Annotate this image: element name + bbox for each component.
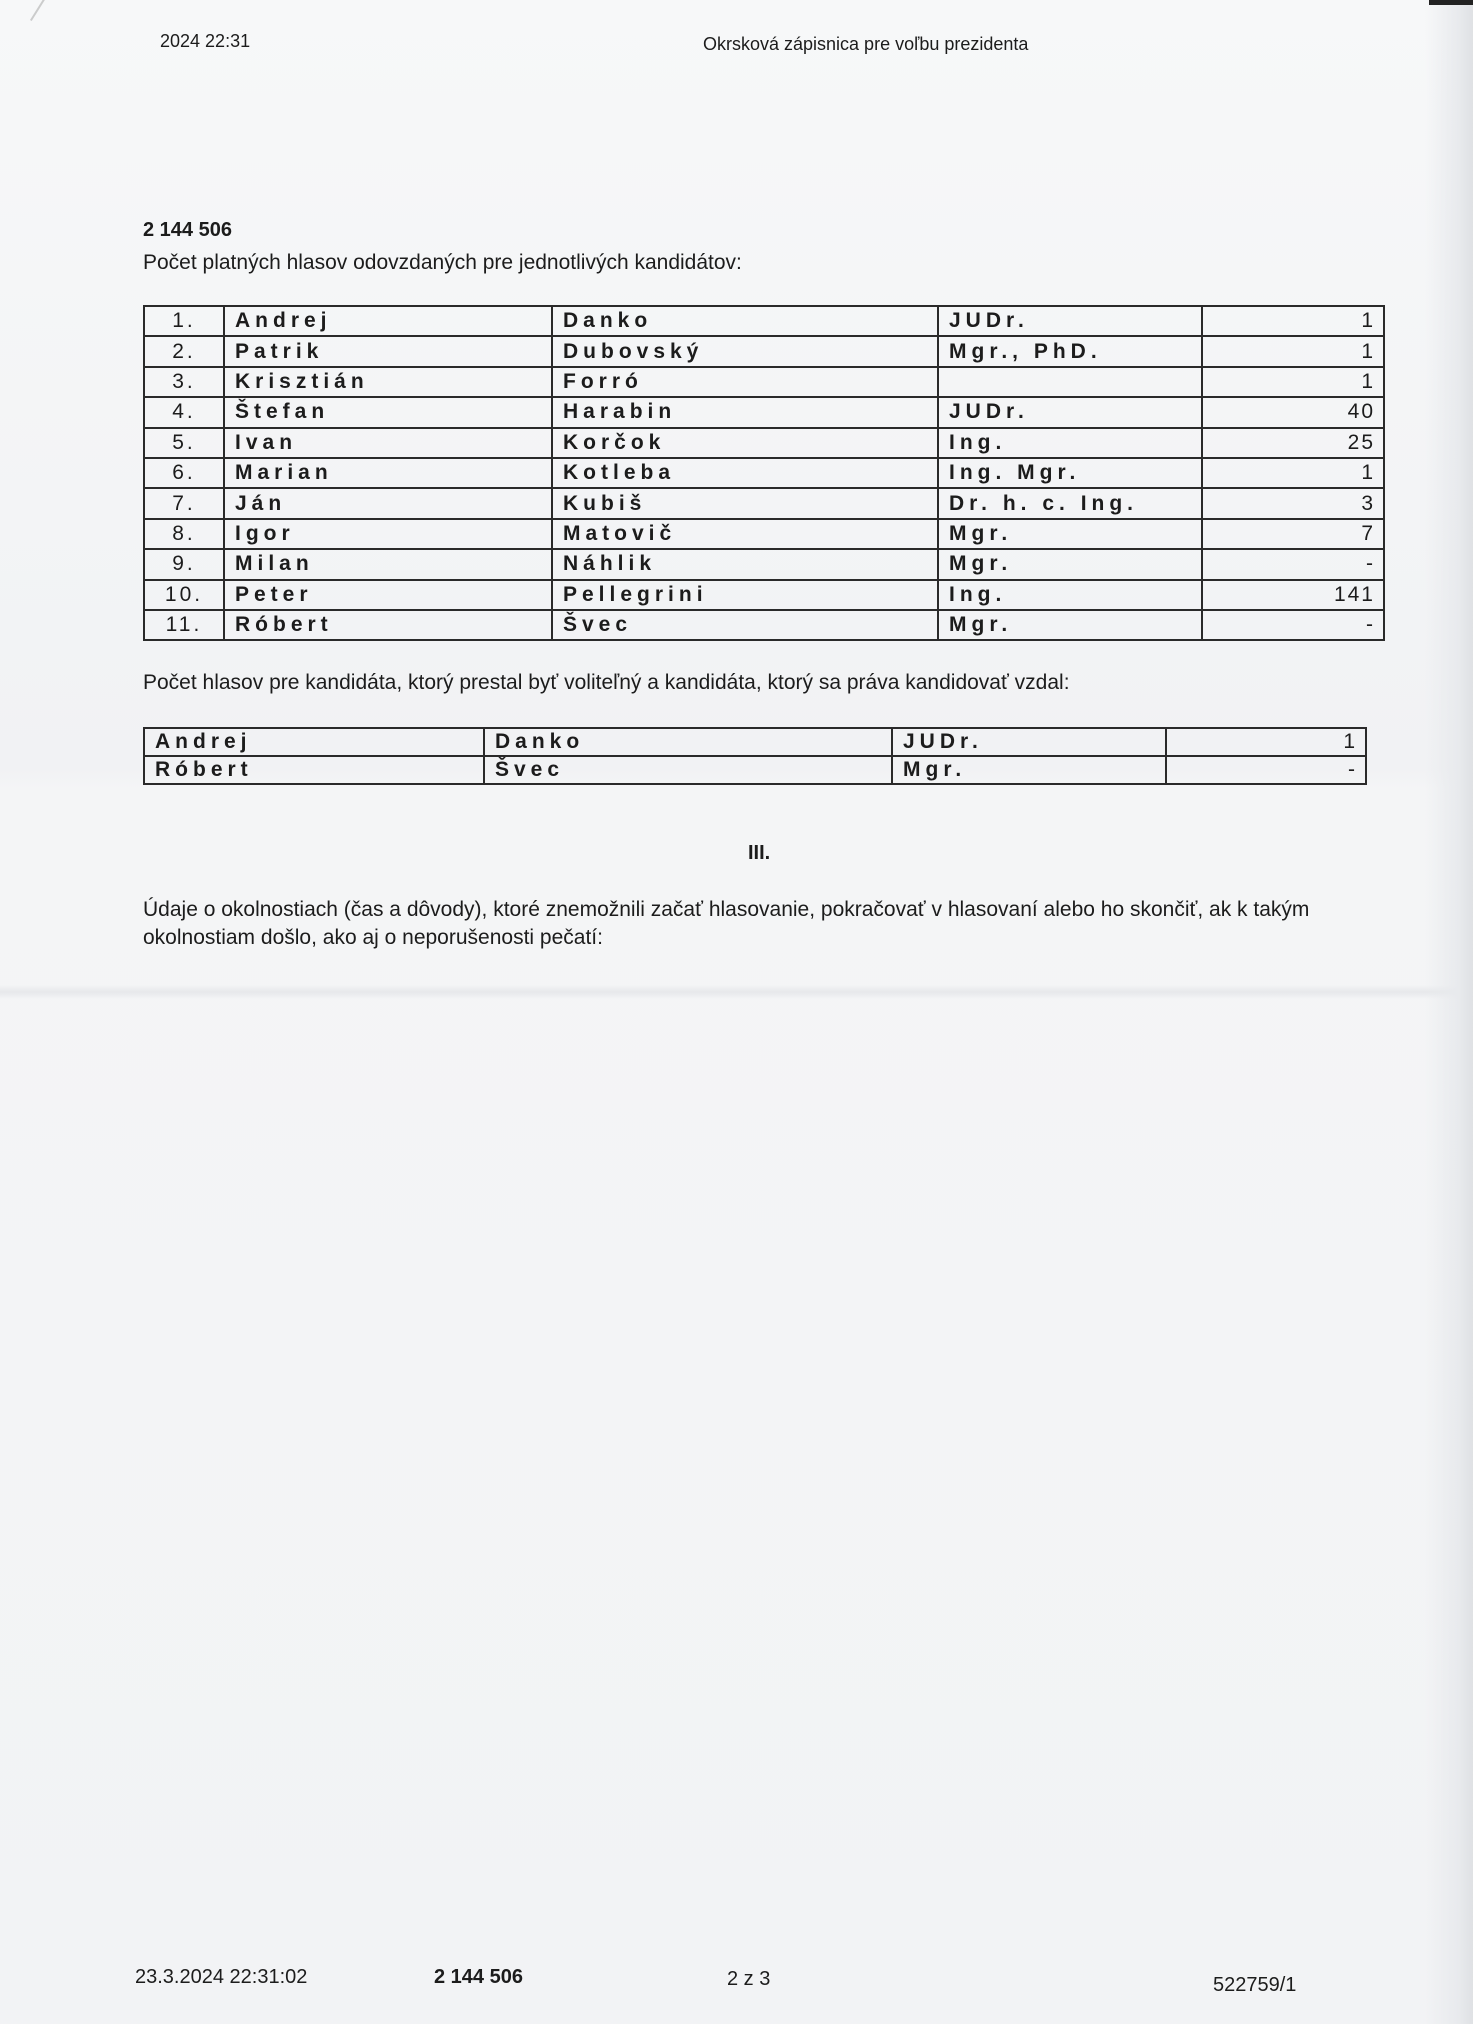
footer-code: 522759/1 bbox=[1213, 1974, 1297, 1996]
candidate-first-name: Patrik bbox=[224, 336, 552, 366]
candidate-number: 5. bbox=[144, 428, 224, 458]
document-number: 2 144 506 bbox=[143, 219, 232, 241]
paper-right-edge bbox=[1425, 0, 1473, 2024]
candidate-votes: - bbox=[1202, 549, 1384, 579]
candidate-last-name: Matovič bbox=[552, 519, 938, 549]
candidates-table bbox=[143, 305, 1385, 641]
candidate-votes: 1 bbox=[1202, 458, 1384, 488]
candidate-first-name: Ivan bbox=[224, 428, 552, 458]
table-row bbox=[144, 397, 1384, 427]
candidate-first-name: Peter bbox=[224, 580, 552, 610]
candidate-title: Mgr., PhD. bbox=[938, 336, 1202, 366]
table-row bbox=[144, 756, 1366, 784]
candidate-votes: 7 bbox=[1202, 519, 1384, 549]
section-number: III. bbox=[748, 842, 771, 864]
candidate-title: Dr. h. c. Ing. bbox=[938, 488, 1202, 518]
circumstances-paragraph: Údaje o okolnostiach (čas a dôvody), ktoré znemožnili začať hlasovanie, pokračovať v hlasovaní alebo ho skončiť, ak k takým okolnostiam došlo, ako aj o neporušenosti pečatí: bbox=[143, 898, 1310, 949]
candidate-title: Ing. bbox=[938, 428, 1202, 458]
candidate-title: Mgr. bbox=[938, 549, 1202, 579]
candidate-number: 8. bbox=[144, 519, 224, 549]
candidate-first-name: Andrej bbox=[224, 306, 552, 336]
withdrawn-votes: - bbox=[1166, 756, 1366, 784]
candidate-last-name: Kubiš bbox=[552, 488, 938, 518]
footer-page-number: 2 z 3 bbox=[727, 1968, 771, 1990]
candidate-votes: 1 bbox=[1202, 306, 1384, 336]
candidate-last-name: Kotleba bbox=[552, 458, 938, 488]
candidate-last-name: Dubovský bbox=[552, 336, 938, 366]
candidate-number: 6. bbox=[144, 458, 224, 488]
candidate-last-name: Pellegrini bbox=[552, 580, 938, 610]
candidate-last-name: Harabin bbox=[552, 397, 938, 427]
candidate-votes: 1 bbox=[1202, 336, 1384, 366]
paper-fold-line bbox=[0, 985, 1473, 999]
candidate-votes: 141 bbox=[1202, 580, 1384, 610]
withdrawn-title: Mgr. bbox=[892, 756, 1166, 784]
candidate-first-name: Ján bbox=[224, 488, 552, 518]
header-title: Okrsková zápisnica pre voľbu prezidenta bbox=[703, 34, 1029, 54]
table-row bbox=[144, 458, 1384, 488]
withdrawn-table bbox=[143, 727, 1367, 785]
candidate-last-name: Švec bbox=[552, 610, 938, 640]
candidate-last-name: Forró bbox=[552, 367, 938, 397]
candidate-first-name: Marian bbox=[224, 458, 552, 488]
withdrawn-first-name: Andrej bbox=[144, 728, 484, 756]
candidate-last-name: Korčok bbox=[552, 428, 938, 458]
table-row bbox=[144, 306, 1384, 336]
withdrawn-last-name: Švec bbox=[484, 756, 892, 784]
table-row bbox=[144, 519, 1384, 549]
candidate-number: 9. bbox=[144, 549, 224, 579]
candidate-first-name: Štefan bbox=[224, 397, 552, 427]
valid-votes-intro: Počet platných hlasov odovzdaných pre jednotlivých kandidátov: bbox=[143, 251, 742, 274]
candidate-last-name: Náhlik bbox=[552, 549, 938, 579]
footer-datetime: 23.3.2024 22:31:02 bbox=[135, 1966, 308, 1988]
candidate-number: 1. bbox=[144, 306, 224, 336]
candidate-title: Ing. Mgr. bbox=[938, 458, 1202, 488]
candidate-first-name: Róbert bbox=[224, 610, 552, 640]
withdrawn-votes: 1 bbox=[1166, 728, 1366, 756]
candidate-title: JUDr. bbox=[938, 397, 1202, 427]
withdrawn-first-name: Róbert bbox=[144, 756, 484, 784]
table-row bbox=[144, 580, 1384, 610]
candidate-number: 10. bbox=[144, 580, 224, 610]
candidate-first-name: Milan bbox=[224, 549, 552, 579]
candidate-votes: 40 bbox=[1202, 397, 1384, 427]
withdrawn-title: JUDr. bbox=[892, 728, 1166, 756]
table-row bbox=[144, 610, 1384, 640]
candidate-title: Ing. bbox=[938, 580, 1202, 610]
candidate-votes: 1 bbox=[1202, 367, 1384, 397]
table-row bbox=[144, 367, 1384, 397]
candidate-number: 3. bbox=[144, 367, 224, 397]
scanner-edge-mark bbox=[1429, 0, 1473, 5]
candidate-last-name: Danko bbox=[552, 306, 938, 336]
candidate-votes: - bbox=[1202, 610, 1384, 640]
candidate-number: 2. bbox=[144, 336, 224, 366]
candidate-first-name: Krisztián bbox=[224, 367, 552, 397]
table-row bbox=[144, 488, 1384, 518]
candidate-title: Mgr. bbox=[938, 519, 1202, 549]
candidate-number: 11. bbox=[144, 610, 224, 640]
candidate-number: 7. bbox=[144, 488, 224, 518]
table-row bbox=[144, 336, 1384, 366]
candidate-number: 4. bbox=[144, 397, 224, 427]
candidate-title: JUDr. bbox=[938, 306, 1202, 336]
candidate-first-name: Igor bbox=[224, 519, 552, 549]
header-date: 2024 22:31 bbox=[160, 31, 251, 51]
table-row bbox=[144, 428, 1384, 458]
withdrawn-last-name: Danko bbox=[484, 728, 892, 756]
candidate-title: Mgr. bbox=[938, 610, 1202, 640]
candidate-title bbox=[938, 367, 1202, 397]
candidate-votes: 3 bbox=[1202, 488, 1384, 518]
footer-document-number: 2 144 506 bbox=[434, 1966, 523, 1988]
withdrawn-intro: Počet hlasov pre kandidáta, ktorý prestal byť voliteľný a kandidáta, ktorý sa práva kandidovať vzdal: bbox=[143, 671, 1070, 694]
table-row bbox=[144, 728, 1366, 756]
table-row bbox=[144, 549, 1384, 579]
candidate-votes: 25 bbox=[1202, 428, 1384, 458]
